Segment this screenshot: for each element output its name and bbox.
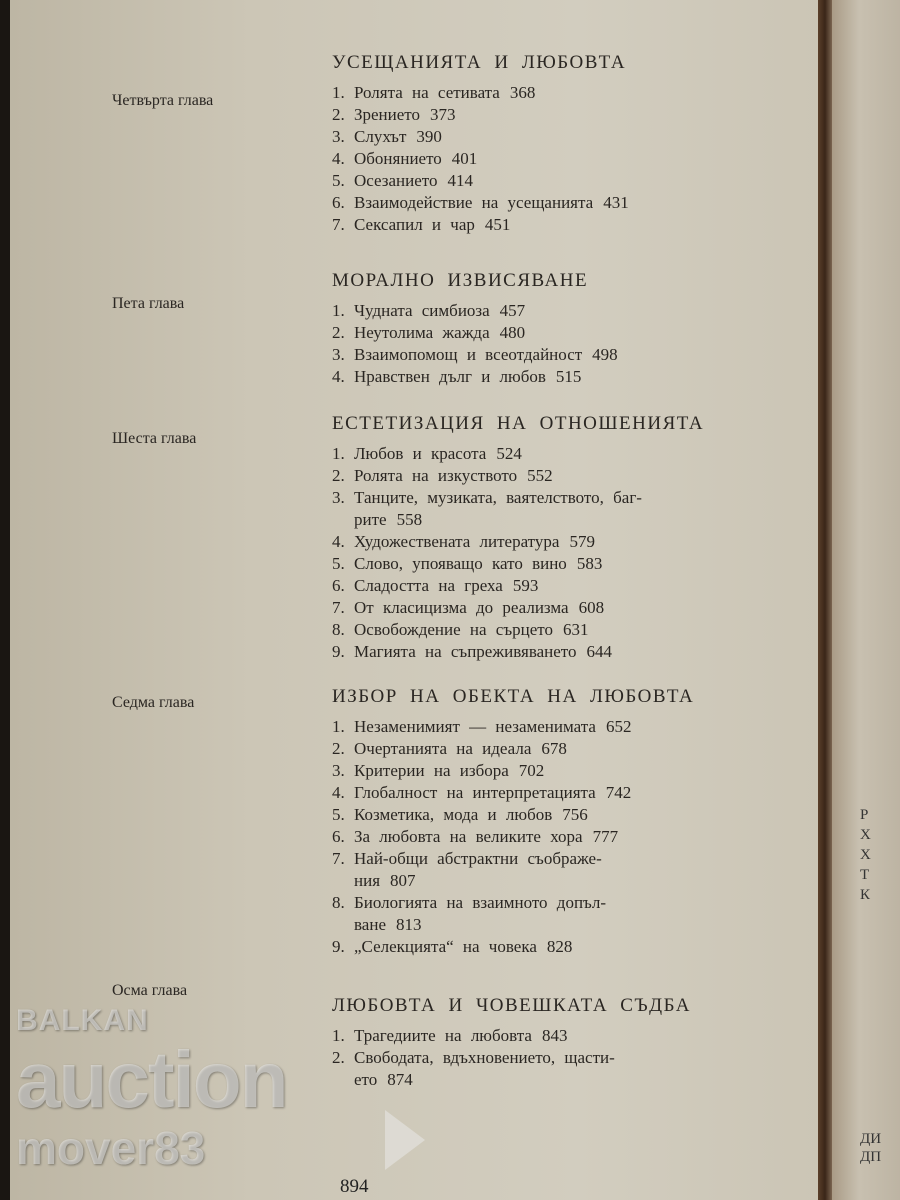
toc-entry	[332, 716, 777, 738]
entry-page: 431	[603, 193, 629, 212]
entry-number: 2.	[332, 323, 345, 342]
toc-entry	[332, 619, 777, 641]
watermark-user: mover83	[16, 1122, 206, 1174]
toc-entry-continuation	[332, 870, 777, 892]
entry-page: 843	[541, 1026, 568, 1045]
toc-entry	[332, 531, 777, 553]
toc-entry	[332, 465, 777, 487]
right-page-text-fragment: Р	[860, 807, 869, 823]
toc-entry	[332, 214, 777, 236]
chapter-section	[332, 270, 777, 388]
entry-title: Биологията на взаимното допъл-	[354, 893, 606, 912]
entry-page: 828	[546, 937, 573, 956]
entry-number: 7.	[332, 849, 345, 868]
toc-entry	[332, 104, 777, 126]
toc-entry	[332, 322, 777, 344]
toc-entry-continuation	[332, 914, 777, 936]
toc-entry	[332, 760, 777, 782]
chapter-label: Шеста глава	[112, 430, 197, 447]
toc-entry	[332, 366, 777, 388]
toc-entry	[332, 575, 777, 597]
toc-entry	[332, 170, 777, 192]
entry-title: Трагедиите на любовта	[354, 1026, 532, 1045]
entry-number: 4.	[332, 783, 345, 802]
chapter-label: Седма глава	[112, 694, 195, 711]
entry-title: Магията на съпреживяването	[354, 642, 577, 661]
toc-entry	[332, 126, 777, 148]
entry-number: 5.	[332, 805, 345, 824]
entry-number: 1.	[332, 717, 345, 736]
entry-page: 756	[562, 805, 588, 824]
entry-title: Любов и красота	[354, 444, 487, 463]
entry-title: Танците, музиката, ваятелството, баг-	[354, 488, 642, 507]
entry-number: 6.	[332, 193, 345, 212]
chapter-title: ЛЮБОВТА И ЧОВЕШКАТА СЪДБА	[332, 995, 691, 1016]
toc-entry	[332, 300, 777, 322]
chapter-section	[332, 52, 777, 236]
entry-page: 813	[396, 915, 422, 934]
entry-title: От класицизма до реализма	[354, 598, 569, 617]
toc-entry	[332, 848, 777, 870]
entry-number: 3.	[332, 761, 345, 780]
entry-title: Най-общи абстрактни съображе-	[354, 849, 602, 868]
entry-title-continuation: рите	[354, 510, 387, 529]
chapter-section	[332, 995, 777, 1091]
entry-page: 515	[555, 367, 582, 386]
watermark-balkan: BALKAN	[16, 1004, 149, 1037]
entry-title: Ролята на сетивата	[354, 83, 500, 102]
entry-page: 678	[541, 739, 567, 758]
entry-number: 8.	[332, 620, 345, 639]
entry-title: Очертанията на идеала	[354, 739, 532, 758]
entry-page: 593	[512, 576, 539, 595]
entry-title: Слово, упояващо като вино	[354, 554, 567, 573]
entry-number: 1.	[332, 444, 345, 463]
entry-page: 401	[451, 149, 478, 168]
entry-title: Обонянието	[354, 149, 442, 168]
chapter-title: ЕСТЕТИЗАЦИЯ НА ОТНОШЕНИЯТА	[332, 413, 705, 434]
toc-entry	[332, 936, 777, 958]
toc-entry	[332, 82, 777, 104]
entry-page: 652	[605, 717, 632, 736]
entry-number: 3.	[332, 127, 345, 146]
entry-page: 742	[605, 783, 632, 802]
entry-page: 451	[484, 215, 511, 234]
right-page-text-fragment: К	[860, 887, 871, 903]
entry-number: 1.	[332, 1026, 345, 1045]
entry-number: 5.	[332, 554, 345, 573]
toc-entry	[332, 782, 777, 804]
chapter-section	[332, 413, 777, 663]
entry-number: 9.	[332, 642, 345, 661]
entry-number: 1.	[332, 83, 345, 102]
entry-title: Сексапил и чар	[354, 215, 475, 234]
entry-page: 524	[496, 444, 522, 463]
toc-entry	[332, 487, 777, 509]
toc-entry-continuation	[332, 509, 777, 531]
book-spine	[818, 0, 832, 1200]
toc-entry	[332, 553, 777, 575]
entry-page: 807	[390, 871, 416, 890]
entry-title-continuation: ния	[354, 871, 381, 890]
page-number: 894	[340, 1176, 369, 1197]
entry-page: 498	[592, 345, 618, 364]
toc-entry	[332, 148, 777, 170]
entry-number: 6.	[332, 827, 345, 846]
entry-title-continuation: ето	[354, 1070, 378, 1089]
toc-entry	[332, 738, 777, 760]
chapter-label: Четвърта глава	[112, 92, 214, 109]
right-page-text-fragment: ДИ	[860, 1131, 882, 1147]
entry-title-continuation: ване	[354, 915, 386, 934]
right-page-text-fragment: ДП	[860, 1149, 882, 1165]
entry-page: 631	[562, 620, 589, 639]
entry-number: 7.	[332, 215, 345, 234]
chapter-label: Пета глава	[112, 295, 185, 312]
entry-page: 457	[499, 301, 526, 320]
toc-entry	[332, 344, 777, 366]
entry-number: 3.	[332, 488, 345, 507]
toc-entry	[332, 597, 777, 619]
entry-number: 2.	[332, 466, 345, 485]
entry-title: Нравствен дълг и любов	[354, 367, 546, 386]
entry-page: 373	[430, 105, 456, 124]
toc-entry	[332, 1025, 777, 1047]
entry-title: Зрението	[354, 105, 421, 124]
entry-title: Чудната симбиоза	[354, 301, 490, 320]
chapter-title: ИЗБОР НА ОБЕКТА НА ЛЮБОВТА	[332, 686, 695, 707]
entry-title: Освобождение на сърцето	[354, 620, 553, 639]
entry-title: Ролята на изкуството	[354, 466, 518, 485]
toc-entry	[332, 443, 777, 465]
entry-title: Козметика, мода и любов	[354, 805, 553, 824]
chapter-title: УСЕЩАНИЯТА И ЛЮБОВТА	[332, 52, 627, 73]
entry-page: 608	[578, 598, 605, 617]
entry-page: 579	[569, 532, 595, 551]
toc-entry	[332, 826, 777, 848]
entry-page: 552	[527, 466, 553, 485]
entry-page: 702	[518, 761, 545, 780]
toc-entry	[332, 892, 777, 914]
watermark-auction: auction	[16, 1035, 287, 1124]
entry-number: 2.	[332, 1048, 345, 1067]
play-icon	[385, 1110, 425, 1170]
entry-title: Взаимопомощ и всеотдайност	[354, 345, 583, 364]
entry-page: 583	[576, 554, 603, 573]
toc-entry	[332, 192, 777, 214]
entry-number: 7.	[332, 598, 345, 617]
entry-title: За любовта на великите хора	[354, 827, 583, 846]
right-page-edge	[832, 0, 900, 1200]
entry-title: Художествената литература	[354, 532, 560, 551]
chapter-label: Осма глава	[112, 982, 188, 999]
right-page-text-fragment: Х	[860, 847, 871, 863]
entry-page: 368	[509, 83, 536, 102]
entry-title: Свободата, вдъхновението, щасти-	[354, 1048, 615, 1067]
entry-number: 4.	[332, 367, 345, 386]
entry-title: Незаменимият — незаменимата	[354, 717, 596, 736]
entry-title: Критерии на избора	[354, 761, 509, 780]
entry-page: 558	[396, 510, 423, 529]
entry-number: 2.	[332, 739, 345, 758]
entry-page: 480	[499, 323, 526, 342]
entry-number: 3.	[332, 345, 345, 364]
entry-page: 874	[387, 1070, 413, 1089]
entry-number: 9.	[332, 937, 345, 956]
entry-title: Глобалност на интерпретацията	[354, 783, 596, 802]
entry-title: Неутолима жажда	[354, 323, 490, 342]
entry-number: 1.	[332, 301, 345, 320]
entry-title: Осезанието	[354, 171, 438, 190]
chapter-title: МОРАЛНО ИЗВИСЯВАНЕ	[332, 270, 589, 291]
entry-title: Сладостта на греха	[354, 576, 503, 595]
toc-entry	[332, 1047, 777, 1069]
entry-number: 6.	[332, 576, 345, 595]
toc-entry-continuation	[332, 1069, 777, 1091]
entry-number: 5.	[332, 171, 345, 190]
entry-title: „Селекцията“ на човека	[354, 937, 537, 956]
entry-page: 644	[586, 642, 613, 661]
entry-title: Слухът	[354, 127, 407, 146]
chapter-section	[332, 686, 777, 958]
right-page-text-fragment: Х	[860, 827, 871, 843]
right-page-text-fragment: Т	[860, 867, 870, 883]
entry-number: 4.	[332, 149, 345, 168]
entry-number: 2.	[332, 105, 345, 124]
toc-entry	[332, 641, 777, 663]
entry-number: 8.	[332, 893, 345, 912]
entry-page: 777	[592, 827, 619, 846]
entry-title: Взаимодействие на усещанията	[354, 193, 594, 212]
toc-entry	[332, 804, 777, 826]
entry-page: 414	[447, 171, 473, 190]
entry-number: 4.	[332, 532, 345, 551]
entry-page: 390	[416, 127, 442, 146]
